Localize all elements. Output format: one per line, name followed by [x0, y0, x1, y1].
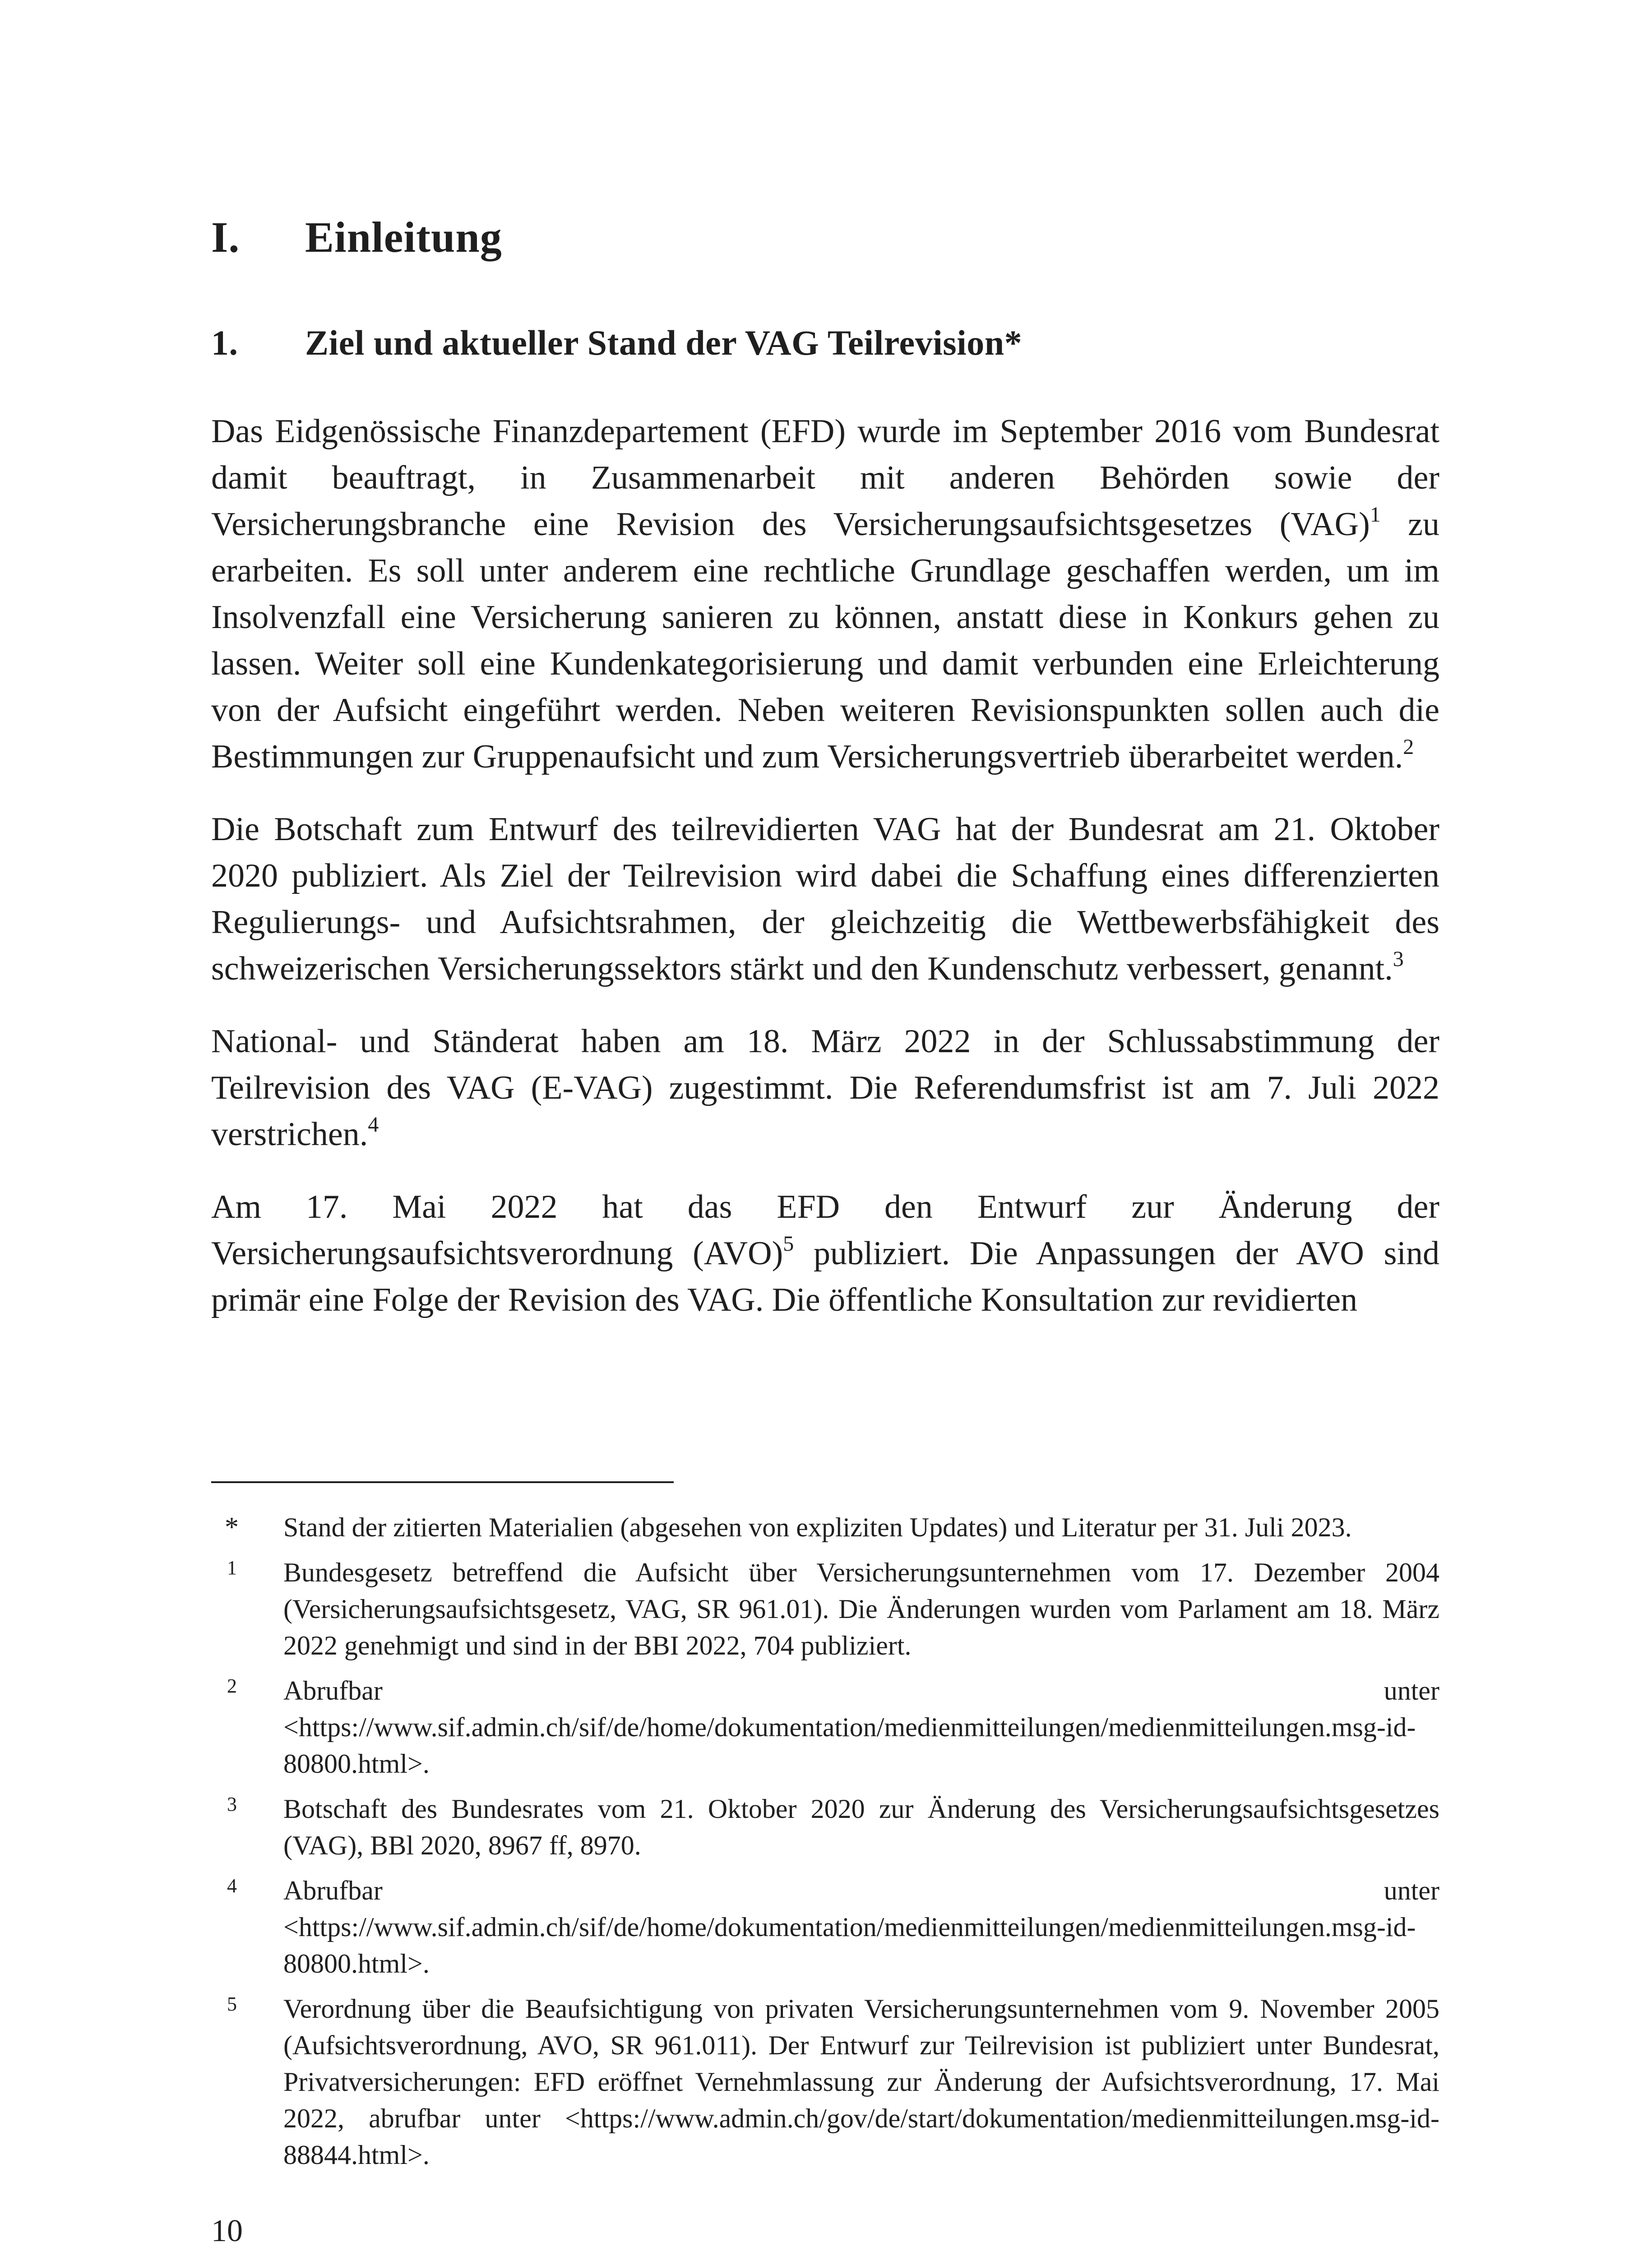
section-heading: [211, 323, 1439, 372]
paragraph-4: [211, 1184, 1439, 1323]
footnote-text: Verordnung über die Beaufsichtigung von privaten Versicherungsunternehmen vom 9. November 2005 (Aufsichtsverordnung, AVO, SR 961.011). Der Entwurf zur Teilrevision ist publiziert unter Bundesrat, Privatversicherungen: EFD eröffnet Vernehmlassung zur Änderung der Aufsichtsverordnung, 17. Mai 2022, abrufbar unter <https://www.admin.ch/gov/de/start/dokumentation/medienmitteilungen.msg-id-88844.html>.: [283, 1994, 1439, 2170]
footnote-ref-2[interactable]: 2: [1403, 735, 1414, 759]
footnote-mark: *: [225, 1512, 239, 1543]
paragraph-3: [211, 1018, 1439, 1158]
paragraph-2: [211, 806, 1439, 992]
paragraph-4-text-b: publiziert. Die Anpassungen der AVO sind primär eine Folge der Revision des VAG. Die öffentliche Konsultation zur revidierten: [211, 1235, 1439, 1318]
body-text: [211, 408, 1439, 1350]
section-title: Ziel und aktueller Stand der VAG Teilrevision*: [305, 323, 1023, 362]
footnote-divider: [211, 1481, 674, 1483]
footnote-5: [211, 1991, 1439, 2173]
footnote-2: [211, 1673, 1439, 1782]
paragraph-1-text-a: Das Eidgenössische Finanzdepartement (EFD) wurde im September 2016 vom Bundesrat damit beauftragt, in Zusammenarbeit mit anderen Behörden sowie der Versicherungsbranche eine Revision des Versicherungsaufsichtsgesetzes (VAG): [211, 413, 1439, 543]
paragraph-3-text: National- und Ständerat haben am 18. März 2022 in der Schlussabstimmung der Teilrevision des VAG (E-VAG) zugestimmt. Die Referendumsfrist ist am 7. Juli 2022 verstrichen.: [211, 1023, 1439, 1153]
footnote-text: Stand der zitierten Materialien (abgesehen von expliziten Updates) und Literatur per 31. Juli 2023.: [283, 1512, 1352, 1542]
footnote-text: Abrufbar unter <https://www.sif.admin.ch/sif/de/home/dokumentation/medienmitteilungen/medienmitteilungen.msg-id-80800.html>.: [283, 1876, 1439, 1979]
footnote-mark: 4: [227, 1875, 237, 1897]
paragraph-1: [211, 408, 1439, 780]
footnote-ref-1[interactable]: 1: [1370, 503, 1381, 527]
page-number: 10: [211, 2214, 243, 2248]
footnote-3: [211, 1791, 1439, 1864]
paragraph-2-text: Die Botschaft zum Entwurf des teilrevidierten VAG hat der Bundesrat am 21. Oktober 2020 publiziert. Als Ziel der Teilrevision wird dabei die Schaffung eines differenzierten Regulierungs- und Aufsichtsrahmen, der gleichzeitig die Wettbewerbsfähigkeit des schweizerischen Versicherungssektors stärkt und den Kundenschutz verbessert, genannt.: [211, 811, 1439, 987]
paragraph-1-text-b: zu erarbeiten. Es soll unter anderem eine rechtliche Grundlage geschaffen werden, um im Insolvenzfall eine Versicherung sanieren zu können, anstatt diese in Konkurs gehen zu lassen. Weiter soll eine Kundenkategorisierung und damit verbunden eine Erleichterung von der Aufsicht eingeführt werden. Neben weiteren Revisionspunkten sollen auch die Bestimmungen zur Gruppenaufsicht und zum Versicherungsvertrieb überarbeitet werden.: [211, 506, 1439, 775]
chapter-number: I.: [211, 213, 240, 261]
section-number: 1.: [211, 323, 238, 362]
footnote-1: [211, 1554, 1439, 1664]
chapter-title: Einleitung: [305, 213, 502, 261]
footnote-text: Botschaft des Bundesrates vom 21. Oktober 2020 zur Änderung des Versicherungsaufsichtsgesetzes (VAG), BBl 2020, 8967 ff, 8970.: [283, 1794, 1439, 1860]
footnote-4: [211, 1872, 1439, 1982]
footnote-text: Bundesgesetz betreffend die Aufsicht über Versicherungsunternehmen vom 17. Dezember 2004 (Versicherungsaufsichtsgesetz, VAG, SR 961.01). Die Änderungen wurden vom Parlament am 18. März 2022 genehmigt und sind in der BBI 2022, 704 publiziert.: [283, 1558, 1439, 1660]
footnote-mark: 2: [227, 1675, 237, 1697]
footnote-mark: 3: [227, 1793, 237, 1815]
paragraph-4-text-a: Am 17. Mai 2022 hat das EFD den Entwurf zur Änderung der Versicherungsaufsichtsverordnung (AVO): [211, 1188, 1439, 1272]
footnotes: [211, 1509, 1439, 2182]
footnote-text: Abrufbar unter <https://www.sif.admin.ch/sif/de/home/dokumentation/medienmitteilungen/medienmitteilungen.msg-id-80800.html>.: [283, 1676, 1439, 1779]
chapter-heading: [211, 212, 1439, 275]
footnote-mark: 5: [227, 1993, 237, 2015]
footnote-mark: 1: [227, 1557, 237, 1579]
footnote-ref-4[interactable]: 4: [368, 1113, 379, 1137]
footnote-star: [211, 1509, 1439, 1546]
footnote-ref-3[interactable]: 3: [1393, 947, 1404, 971]
footnote-ref-5[interactable]: 5: [783, 1232, 794, 1256]
